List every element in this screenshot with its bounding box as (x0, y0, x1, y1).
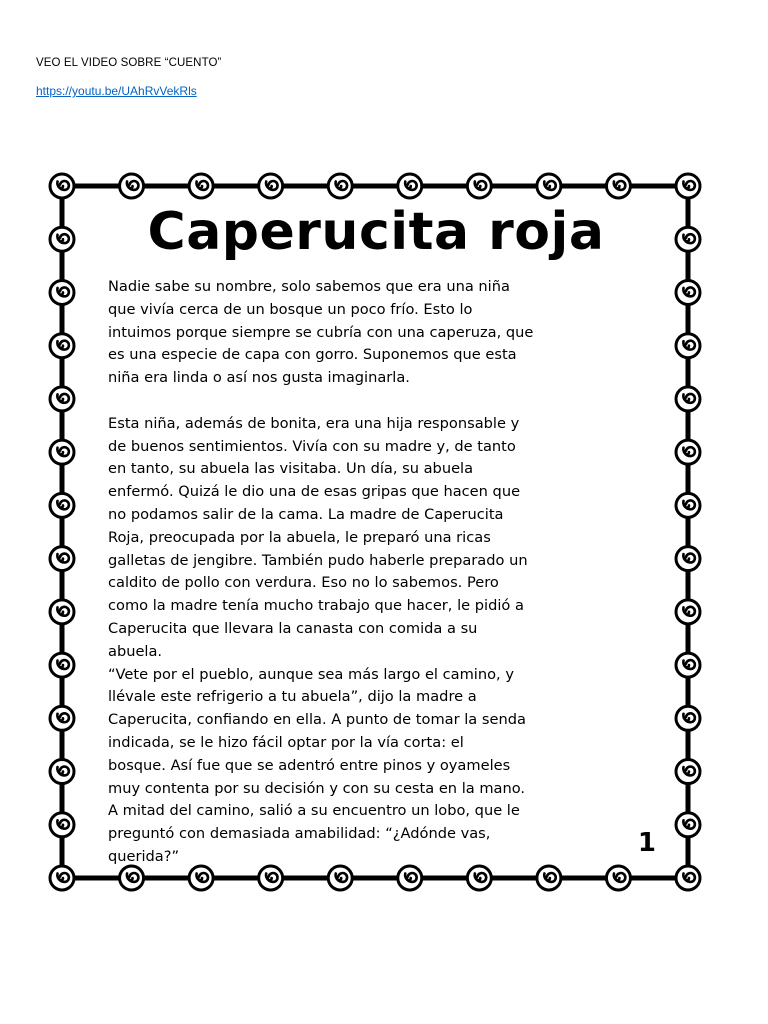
spiral-icon (606, 174, 630, 198)
spiral-icon (50, 334, 74, 358)
story-page (46, 172, 706, 892)
spiral-icon (50, 866, 74, 890)
spiral-icon (606, 866, 630, 890)
story-body (108, 276, 654, 869)
spiral-icon (50, 653, 74, 677)
spiral-icon (50, 706, 74, 730)
spiral-icon (467, 174, 491, 198)
instruction-text: VEO EL VIDEO SOBRE “CUENTO” (36, 57, 222, 69)
spiral-icon (189, 866, 213, 890)
spiral-icon (537, 866, 561, 890)
spiral-icon (676, 547, 700, 571)
spiral-icon (537, 174, 561, 198)
video-link[interactable]: https://youtu.be/UAhRvVekRls (36, 84, 197, 98)
spiral-icon (189, 174, 213, 198)
spiral-icon (676, 174, 700, 198)
spiral-icon (50, 387, 74, 411)
spiral-icon (50, 547, 74, 571)
spiral-icon (120, 866, 144, 890)
story-paragraph-2: Esta niña, además de bonita, era una hija responsable y de buenos sentimientos. Vivía con su madre y, de tanto en tanto, su abuela las visitaba. Un día, su abuela enfermó. Quizá le dio una de esas gripas que hacen que no podamos salir de la cama. La madre de Caperucita Roja, preocupada por la abuela, le preparó una ricas galletas de jengibre. También pudo haberle preparado un caldito de pollo con verdura. Eso no lo sabemos. Pero como la madre tenía mucho trabajo que hacer, le pidió a Caperucita que llevara la canasta con comida a su abuela. “Vete por el pueblo, aunque sea más largo el camino, y llévale este refrigerio a tu abuela”, dijo la madre a Caperucita, confiando en ella. A punto de tomar la senda indicada, se le hizo fácil optar por la vía corta: el bosque. Así fue que se adentró entre pinos y oyameles muy contenta por su decisión y con su cesta en la mano. A mitad del camino, salió a su encuentro un lobo, que le preguntó con demasiada amabilidad: “¿Adónde vas, querida?” (108, 414, 528, 865)
story-paragraph-1: Nadie sabe su nombre, solo sabemos que era una niña que vivía cerca de un bosque un poco frío. Esto lo intuimos porque siempre se cubría con una caperuza, que es una especie de capa con gorro. Suponemos que esta niña era linda o así nos gusta imaginarla. (108, 278, 534, 387)
spiral-icon (676, 813, 700, 837)
spiral-icon (676, 440, 700, 464)
page-number: 1 (637, 828, 656, 858)
spiral-icon (50, 493, 74, 517)
spiral-icon (676, 706, 700, 730)
spiral-icon (676, 760, 700, 784)
spiral-icon (50, 813, 74, 837)
spiral-icon (328, 866, 352, 890)
story-title: Caperucita roja (147, 202, 605, 262)
spiral-icon (676, 600, 700, 624)
spiral-icon (398, 866, 422, 890)
spiral-icon (50, 280, 74, 304)
spiral-icon (676, 280, 700, 304)
spiral-icon (676, 387, 700, 411)
spiral-icon (676, 653, 700, 677)
spiral-icon (50, 440, 74, 464)
spiral-icon (676, 866, 700, 890)
spiral-icon (398, 174, 422, 198)
spiral-icon (50, 760, 74, 784)
spiral-icon (120, 174, 144, 198)
spiral-icon (676, 493, 700, 517)
spiral-icon (259, 866, 283, 890)
spiral-icon (259, 174, 283, 198)
spiral-icon (50, 600, 74, 624)
spiral-icon (467, 866, 491, 890)
spiral-icon (50, 174, 74, 198)
spiral-icon (328, 174, 352, 198)
spiral-icon (676, 334, 700, 358)
